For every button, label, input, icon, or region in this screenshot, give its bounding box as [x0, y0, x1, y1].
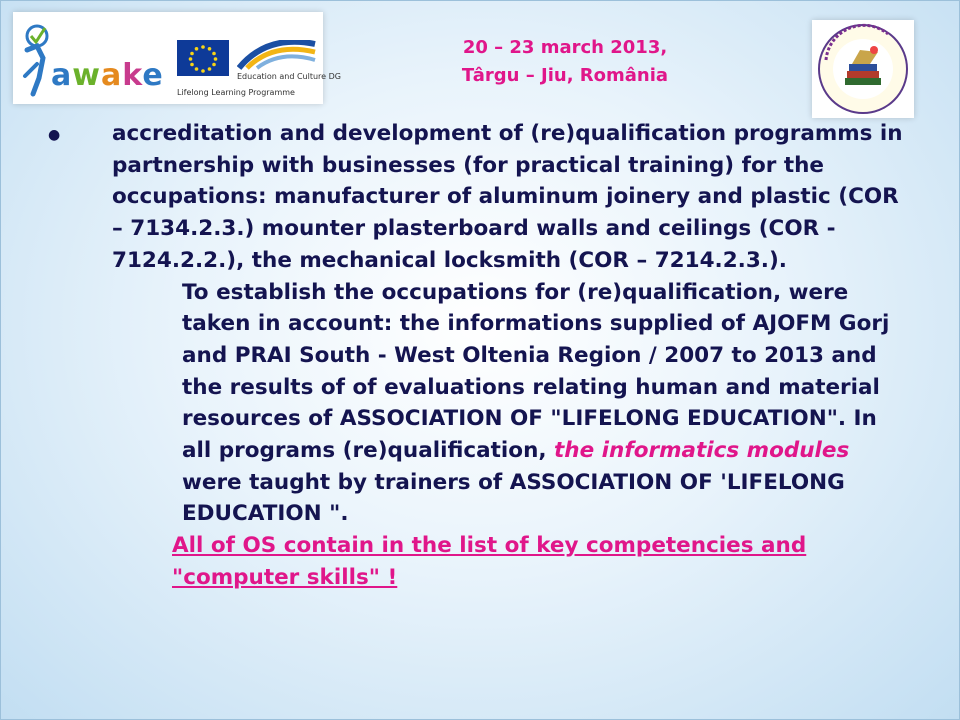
partner-logos-panel: [13, 12, 341, 104]
paragraph-accreditation: accreditation and development of (re)qualification programms in partnership with businesses (for practical training) for the occupations: manufacturer of aluminum joinery and plastic (COR – 7134.2.3.) mounter plasterboard walls and ceilings (COR - 7124.2.2.), the mechanical locksmith (COR – 7214.2.3.).: [112, 121, 903, 273]
closing-statement: All of OS contain in the list of key competencies and "computer skills" !: [172, 533, 807, 590]
event-date-location: [380, 34, 750, 90]
llp-label: Lifelong Learning Programme: [177, 88, 295, 97]
association-seal-logo: [812, 20, 914, 118]
books-seal-icon: [812, 20, 914, 118]
dg-label: Education and Culture DG: [237, 72, 341, 81]
slide-body: [112, 118, 912, 594]
event-location: Târgu – Jiu, România: [461, 65, 669, 86]
paragraph-occupations-end: were taught by trainers of ASSOCIATION OF 'LIFELONG EDUCATION ".: [182, 469, 845, 527]
informatics-modules-highlight: the informatics modules: [554, 438, 850, 464]
paragraph-occupations-start: To establish the occupations for (re)qualification, were taken in account: the informations supplied of AJOFM Gorj and PRAI South - West Oltenia Region / 2007 to 2013 and the results of of evaluations relating human and material resources of ASSOCIATION OF "LIFELONG EDUCATION". In all programs (re)qualification,: [182, 279, 890, 464]
event-date: 20 – 23 march 2013,: [462, 37, 668, 58]
eu-flag-icon: [177, 40, 229, 76]
bullet-icon: ●: [48, 127, 61, 143]
awake-wordmark: awake: [51, 58, 164, 93]
paragraph-occupations: [112, 277, 912, 531]
eu-llp-logo: [169, 36, 341, 102]
